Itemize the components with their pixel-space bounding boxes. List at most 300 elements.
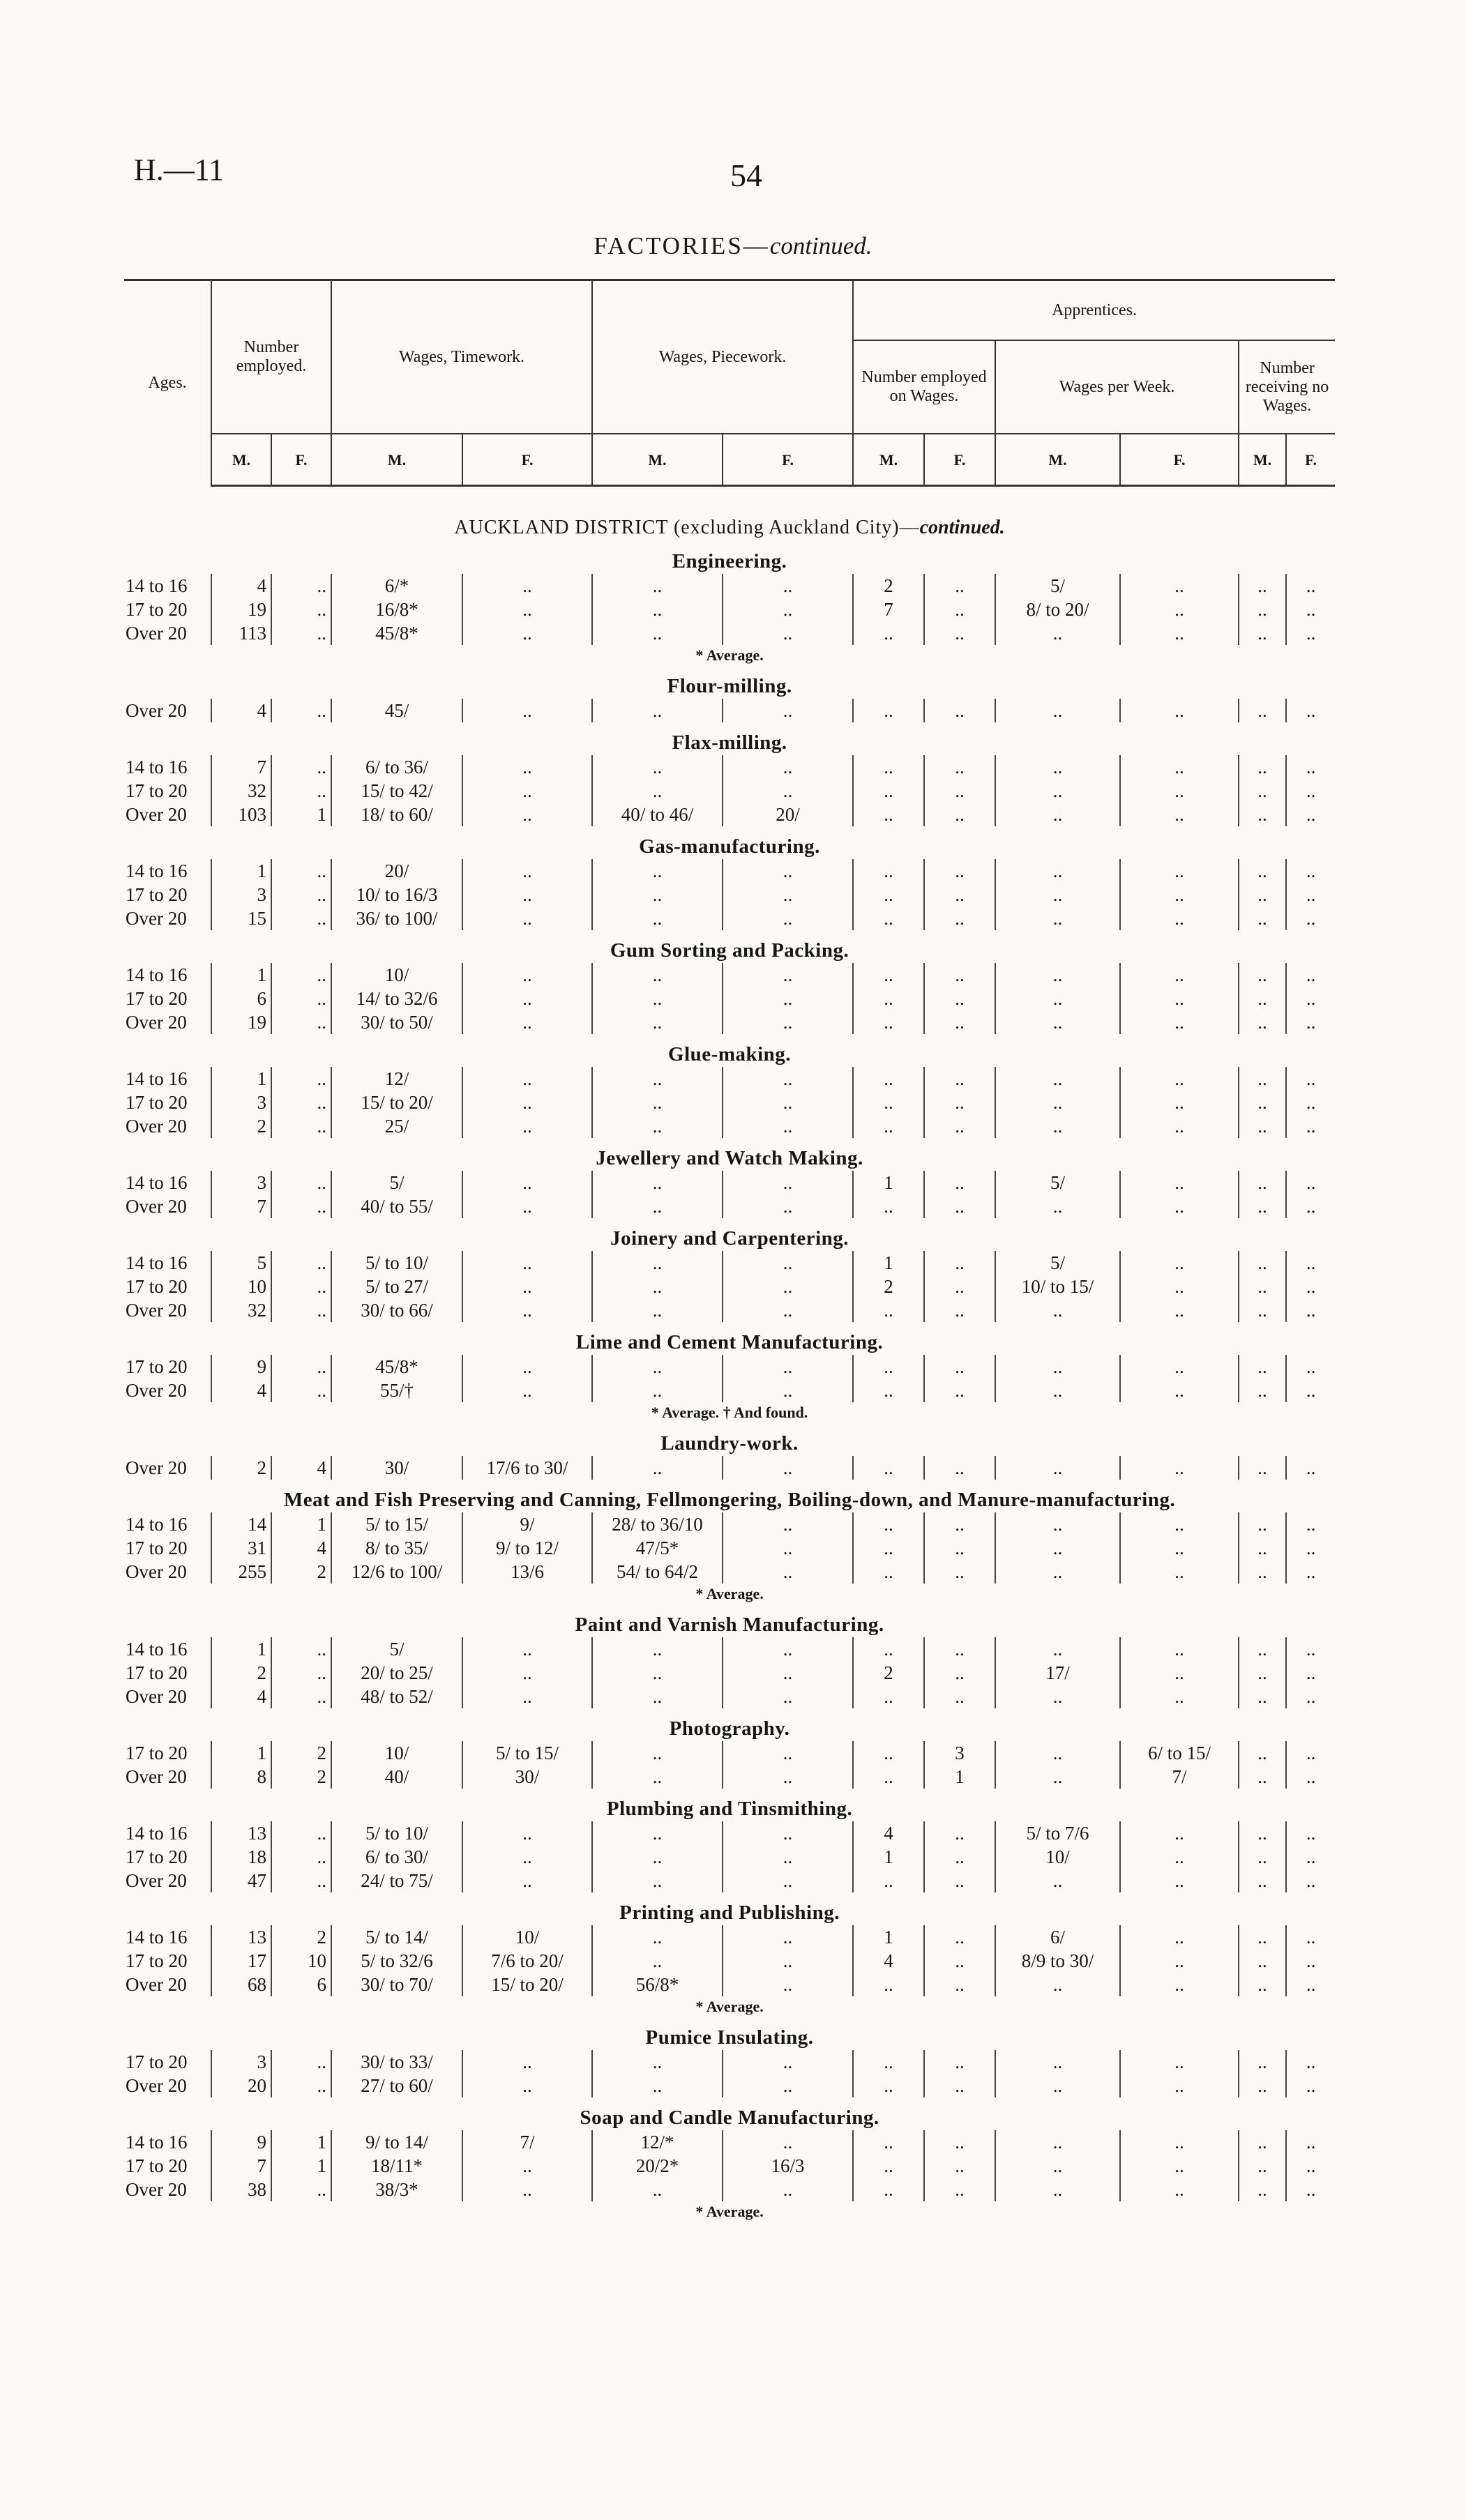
value-cell: .. — [924, 1685, 995, 1708]
table-row — [124, 2050, 1335, 2074]
value-cell: .. — [924, 1194, 995, 1218]
value-cell: .. — [995, 1560, 1120, 1584]
value-cell: .. — [592, 987, 723, 1010]
value-cell: .. — [924, 803, 995, 826]
age-cell: Over 20 — [126, 2075, 187, 2096]
value-cell: .. — [592, 574, 723, 598]
section-footnote: * Average. — [695, 2203, 764, 2220]
value-cell: .. — [1286, 1171, 1335, 1194]
table-row — [124, 621, 1335, 645]
value-cell: .. — [592, 1067, 723, 1091]
value-cell: 10/ — [331, 963, 462, 987]
table-row — [124, 1637, 1335, 1661]
value-cell: .. — [853, 2050, 924, 2074]
value-cell: .. — [592, 1821, 723, 1845]
table-row — [124, 1973, 1335, 1996]
age-cell: Over 20 — [126, 1870, 187, 1891]
value-cell: .. — [1286, 2050, 1335, 2074]
section-heading: Flour-milling. — [667, 675, 792, 697]
value-cell: 13 — [211, 1821, 271, 1845]
value-cell: 32 — [211, 1298, 271, 1322]
age-cell: Over 20 — [126, 908, 187, 929]
value-cell: 14/ to 32/6 — [331, 987, 462, 1010]
value-cell: .. — [853, 883, 924, 906]
age-cell: 14 to 16 — [126, 757, 188, 777]
value-cell: .. — [1239, 2130, 1286, 2154]
table-row — [124, 699, 1335, 722]
value-cell: 6/* — [331, 574, 462, 598]
value-cell: .. — [271, 2050, 331, 2074]
value-cell: .. — [1239, 2050, 1286, 2074]
value-cell: .. — [462, 1298, 592, 1322]
value-cell: .. — [592, 699, 723, 722]
value-cell: 5/ — [331, 1637, 462, 1661]
value-cell: .. — [853, 987, 924, 1010]
value-cell: .. — [1286, 1091, 1335, 1114]
value-cell: 19 — [211, 1010, 271, 1034]
value-cell: 24/ to 75/ — [331, 1869, 462, 1892]
value-cell: .. — [1286, 1456, 1335, 1480]
value-cell: .. — [592, 1765, 723, 1789]
value-cell: .. — [1120, 803, 1239, 826]
value-cell: .. — [1239, 699, 1286, 722]
value-cell: .. — [1120, 1355, 1239, 1379]
value-cell: .. — [592, 1010, 723, 1034]
section-heading: Glue-making. — [668, 1043, 792, 1065]
value-cell: .. — [1120, 1661, 1239, 1685]
value-cell: 14 — [211, 1512, 271, 1536]
value-cell: .. — [723, 2074, 853, 2097]
age-cell: 17 to 20 — [126, 1846, 188, 1867]
col-ages: Ages. — [124, 280, 211, 486]
value-cell: .. — [1286, 2130, 1335, 2154]
value-cell: .. — [1286, 621, 1335, 645]
table-row — [124, 883, 1335, 906]
value-cell: .. — [924, 1925, 995, 1949]
value-cell: .. — [271, 1355, 331, 1379]
value-cell: .. — [592, 1456, 723, 1480]
value-cell: .. — [924, 1949, 995, 1973]
value-cell: .. — [1120, 699, 1239, 722]
value-cell: .. — [723, 621, 853, 645]
table-row — [124, 574, 1335, 598]
value-cell: .. — [592, 1114, 723, 1138]
value-cell: 113 — [211, 621, 271, 645]
value-cell: .. — [462, 859, 592, 883]
value-cell: 7/ — [1120, 1765, 1239, 1789]
value-cell: .. — [853, 779, 924, 803]
value-cell: .. — [995, 2074, 1120, 2097]
value-cell: 2 — [271, 1925, 331, 1949]
value-cell: .. — [1120, 1536, 1239, 1560]
value-cell: 1 — [924, 1765, 995, 1789]
value-cell: .. — [995, 1536, 1120, 1560]
value-cell: .. — [462, 621, 592, 645]
col-f: F. — [1286, 434, 1335, 486]
value-cell: 40/ to 55/ — [331, 1194, 462, 1218]
value-cell: .. — [592, 1298, 723, 1322]
value-cell: .. — [462, 1685, 592, 1708]
value-cell: 10/ — [462, 1925, 592, 1949]
age-cell: 17 to 20 — [126, 1356, 188, 1377]
value-cell: 1 — [853, 1171, 924, 1194]
age-cell: 17 to 20 — [126, 780, 188, 801]
value-cell: .. — [462, 574, 592, 598]
value-cell: 18/11* — [331, 2154, 462, 2178]
value-cell: .. — [1239, 1925, 1286, 1949]
value-cell: 13 — [211, 1925, 271, 1949]
col-wages-piecework: Wages, Piecework. — [592, 280, 853, 434]
value-cell: .. — [271, 2074, 331, 2097]
value-cell: .. — [592, 859, 723, 883]
value-cell: .. — [1239, 1114, 1286, 1138]
value-cell: 20/ — [723, 803, 853, 826]
value-cell: 17/6 to 30/ — [462, 1456, 592, 1480]
section-heading-row — [124, 1218, 1335, 1251]
value-cell: .. — [995, 1685, 1120, 1708]
table-row — [124, 1067, 1335, 1091]
age-cell: 14 to 16 — [126, 1927, 188, 1948]
value-cell: .. — [1286, 1379, 1335, 1402]
col-f: F. — [723, 434, 853, 486]
value-cell: .. — [462, 803, 592, 826]
age-cell: 14 to 16 — [126, 1639, 188, 1660]
value-cell: 20 — [211, 2074, 271, 2097]
value-cell: .. — [592, 1685, 723, 1708]
value-cell: 9/ to 14/ — [331, 2130, 462, 2154]
value-cell: 255 — [211, 1560, 271, 1584]
value-cell: .. — [995, 2178, 1120, 2201]
value-cell: .. — [592, 1355, 723, 1379]
value-cell: .. — [462, 1661, 592, 1685]
value-cell: .. — [723, 1741, 853, 1765]
section-heading-row — [124, 826, 1335, 859]
value-cell: .. — [924, 2178, 995, 2201]
value-cell: .. — [723, 1845, 853, 1869]
table-row — [124, 1925, 1335, 1949]
table-row — [124, 1741, 1335, 1765]
value-cell: .. — [924, 1869, 995, 1892]
section-heading: Lime and Cement Manufacturing. — [575, 1331, 884, 1353]
value-cell: .. — [462, 1171, 592, 1194]
value-cell: 18/ to 60/ — [331, 803, 462, 826]
age-cell: 17 to 20 — [126, 1950, 188, 1971]
table-row — [124, 987, 1335, 1010]
section-heading: Jewellery and Watch Making. — [596, 1147, 863, 1169]
col-m: M. — [211, 434, 271, 486]
value-cell: .. — [924, 598, 995, 621]
value-cell: 38/3* — [331, 2178, 462, 2201]
value-cell: .. — [924, 859, 995, 883]
value-cell: 56/8* — [592, 1973, 723, 1996]
value-cell: .. — [723, 1637, 853, 1661]
value-cell: 4 — [853, 1821, 924, 1845]
section-heading: Soap and Candle Manufacturing. — [580, 2107, 879, 2129]
value-cell: .. — [592, 1637, 723, 1661]
value-cell: .. — [1286, 1114, 1335, 1138]
value-cell: .. — [1239, 963, 1286, 987]
value-cell: .. — [1120, 779, 1239, 803]
value-cell: .. — [1239, 1379, 1286, 1402]
value-cell: .. — [995, 906, 1120, 930]
value-cell: .. — [853, 1765, 924, 1789]
value-cell: .. — [924, 779, 995, 803]
value-cell: .. — [853, 1512, 924, 1536]
value-cell: .. — [1120, 883, 1239, 906]
value-cell: .. — [723, 1379, 853, 1402]
value-cell: .. — [853, 2154, 924, 2178]
value-cell: 55/† — [331, 1379, 462, 1402]
factories-wages-table — [124, 279, 1335, 2222]
value-cell: .. — [723, 859, 853, 883]
value-cell: 10/ — [995, 1845, 1120, 1869]
value-cell: .. — [1286, 963, 1335, 987]
age-cell: 17 to 20 — [126, 1092, 188, 1113]
value-cell: .. — [924, 574, 995, 598]
value-cell: .. — [1286, 2074, 1335, 2097]
value-cell: 2 — [211, 1456, 271, 1480]
value-cell: .. — [853, 1067, 924, 1091]
value-cell: .. — [723, 1512, 853, 1536]
value-cell: .. — [1239, 1661, 1286, 1685]
value-cell: .. — [924, 1456, 995, 1480]
value-cell: 17/ — [995, 1661, 1120, 1685]
value-cell: .. — [1120, 1973, 1239, 1996]
value-cell: 8/ to 35/ — [331, 1536, 462, 1560]
value-cell: .. — [723, 2130, 853, 2154]
table-row — [124, 1949, 1335, 1973]
value-cell: 5/ — [995, 1251, 1120, 1275]
value-cell: .. — [271, 1114, 331, 1138]
value-cell: .. — [995, 987, 1120, 1010]
value-cell: 5/ to 15/ — [331, 1512, 462, 1536]
age-cell: 14 to 16 — [126, 575, 188, 596]
value-cell: .. — [723, 1091, 853, 1114]
value-cell: .. — [1120, 1091, 1239, 1114]
section-heading: Engineering. — [672, 550, 787, 572]
district-heading-suffix: continued. — [919, 517, 1005, 538]
value-cell: 4 — [211, 699, 271, 722]
value-cell: 8 — [211, 1765, 271, 1789]
value-cell: .. — [1286, 1298, 1335, 1322]
value-cell: .. — [1286, 1194, 1335, 1218]
value-cell: .. — [1286, 2154, 1335, 2178]
value-cell: 5/ — [995, 1171, 1120, 1194]
page-number: 54 — [730, 158, 762, 193]
value-cell: 2 — [853, 1275, 924, 1298]
value-cell: .. — [462, 1821, 592, 1845]
value-cell: .. — [592, 2074, 723, 2097]
age-cell: Over 20 — [126, 1766, 187, 1787]
value-cell: .. — [1120, 1194, 1239, 1218]
col-wages-timework: Wages, Timework. — [331, 280, 592, 434]
value-cell: 5/ to 15/ — [462, 1741, 592, 1765]
value-cell: .. — [1286, 859, 1335, 883]
value-cell: .. — [271, 1821, 331, 1845]
value-cell: .. — [271, 755, 331, 779]
value-cell: 9 — [211, 1355, 271, 1379]
value-cell: .. — [1239, 859, 1286, 883]
value-cell: .. — [1120, 598, 1239, 621]
value-cell: .. — [271, 1275, 331, 1298]
age-cell: 17 to 20 — [126, 1538, 188, 1558]
value-cell: 45/ — [331, 699, 462, 722]
value-cell: .. — [924, 1512, 995, 1536]
table-row — [124, 1091, 1335, 1114]
value-cell: 48/ to 52/ — [331, 1685, 462, 1708]
value-cell: .. — [1120, 2050, 1239, 2074]
table-row — [124, 1661, 1335, 1685]
value-cell: .. — [1239, 987, 1286, 1010]
age-cell: Over 20 — [126, 1116, 187, 1137]
value-cell: .. — [271, 1194, 331, 1218]
value-cell: 45/8* — [331, 621, 462, 645]
value-cell: .. — [1120, 1251, 1239, 1275]
value-cell: .. — [924, 2130, 995, 2154]
value-cell: .. — [1239, 1171, 1286, 1194]
value-cell: .. — [1239, 883, 1286, 906]
value-cell: .. — [723, 1685, 853, 1708]
value-cell: .. — [723, 1355, 853, 1379]
table-header — [124, 280, 1335, 486]
value-cell: .. — [723, 2178, 853, 2201]
value-cell: .. — [1120, 1949, 1239, 1973]
value-cell: .. — [592, 1251, 723, 1275]
table-row — [124, 803, 1335, 826]
value-cell: .. — [271, 1637, 331, 1661]
value-cell: .. — [1120, 963, 1239, 987]
section-footnote: * Average. † And found. — [651, 1404, 808, 1421]
value-cell: .. — [1239, 574, 1286, 598]
value-cell: .. — [271, 963, 331, 987]
value-cell: .. — [271, 1845, 331, 1869]
table-row — [124, 1379, 1335, 1402]
age-cell: 14 to 16 — [126, 1172, 188, 1193]
section-heading: Gum Sorting and Packing. — [610, 939, 849, 962]
value-cell: .. — [1286, 779, 1335, 803]
value-cell: 54/ to 64/2 — [592, 1560, 723, 1584]
value-cell: .. — [1286, 2178, 1335, 2201]
value-cell: .. — [1286, 1973, 1335, 1996]
value-cell: 4 — [211, 1379, 271, 1402]
value-cell: 15 — [211, 906, 271, 930]
value-cell: .. — [1286, 906, 1335, 930]
value-cell: .. — [924, 1114, 995, 1138]
value-cell: 1 — [853, 1845, 924, 1869]
value-cell: 17 — [211, 1949, 271, 1973]
value-cell: 30/ — [462, 1765, 592, 1789]
value-cell: .. — [1239, 1298, 1286, 1322]
section-heading: Paint and Varnish Manufacturing. — [575, 1614, 884, 1636]
value-cell: .. — [462, 1355, 592, 1379]
value-cell: .. — [1239, 598, 1286, 621]
value-cell: .. — [1286, 574, 1335, 598]
value-cell: .. — [1120, 859, 1239, 883]
value-cell: .. — [924, 1379, 995, 1402]
value-cell: 40/ — [331, 1765, 462, 1789]
value-cell: .. — [924, 1251, 995, 1275]
value-cell: .. — [995, 1091, 1120, 1114]
value-cell: .. — [853, 1355, 924, 1379]
age-cell: 17 to 20 — [126, 599, 188, 620]
value-cell: 3 — [211, 1171, 271, 1194]
value-cell: .. — [1286, 755, 1335, 779]
value-cell: 15/ to 20/ — [462, 1973, 592, 1996]
value-cell: .. — [853, 1741, 924, 1765]
value-cell: .. — [271, 621, 331, 645]
value-cell: 2 — [853, 574, 924, 598]
value-cell: 2 — [271, 1741, 331, 1765]
value-cell: .. — [723, 2050, 853, 2074]
value-cell: .. — [1120, 755, 1239, 779]
table-row — [124, 1536, 1335, 1560]
value-cell: .. — [1239, 1869, 1286, 1892]
value-cell: .. — [462, 1194, 592, 1218]
value-cell: 1 — [271, 1512, 331, 1536]
value-cell: .. — [723, 1067, 853, 1091]
value-cell: .. — [271, 1685, 331, 1708]
value-cell: .. — [1286, 1765, 1335, 1789]
value-cell: .. — [1120, 1456, 1239, 1480]
age-cell: Over 20 — [126, 1686, 187, 1707]
section-heading-row — [124, 2097, 1335, 2130]
value-cell: 3 — [211, 883, 271, 906]
value-cell: .. — [1120, 1114, 1239, 1138]
value-cell: 5/ to 27/ — [331, 1275, 462, 1298]
value-cell: 20/ to 25/ — [331, 1661, 462, 1685]
value-cell: .. — [462, 2178, 592, 2201]
value-cell: .. — [1286, 1661, 1335, 1685]
value-cell: .. — [853, 859, 924, 883]
value-cell: .. — [853, 1194, 924, 1218]
value-cell: 16/3 — [723, 2154, 853, 2178]
value-cell: 8/9 to 30/ — [995, 1949, 1120, 1973]
value-cell: 5/ — [331, 1171, 462, 1194]
table-row — [124, 1355, 1335, 1379]
page-title-main: FACTORIES— — [594, 232, 770, 259]
value-cell: .. — [924, 1845, 995, 1869]
section-heading-row — [124, 666, 1335, 699]
value-cell: .. — [723, 1010, 853, 1034]
value-cell: 20/2* — [592, 2154, 723, 2178]
value-cell: 25/ — [331, 1114, 462, 1138]
value-cell: 9 — [211, 2130, 271, 2154]
value-cell: .. — [723, 1456, 853, 1480]
value-cell: 10 — [271, 1949, 331, 1973]
value-cell: .. — [1286, 1512, 1335, 1536]
value-cell: .. — [271, 1661, 331, 1685]
value-cell: .. — [723, 963, 853, 987]
value-cell: .. — [1239, 755, 1286, 779]
value-cell: .. — [924, 621, 995, 645]
value-cell: .. — [1120, 1010, 1239, 1034]
value-cell: 4 — [211, 574, 271, 598]
value-cell: .. — [924, 963, 995, 987]
value-cell: 1 — [853, 1925, 924, 1949]
value-cell: 13/6 — [462, 1560, 592, 1584]
value-cell: .. — [1120, 987, 1239, 1010]
value-cell: 30/ to 50/ — [331, 1010, 462, 1034]
value-cell: .. — [723, 755, 853, 779]
table-row — [124, 598, 1335, 621]
value-cell: .. — [924, 1171, 995, 1194]
value-cell: .. — [853, 2178, 924, 2201]
value-cell: .. — [1286, 1685, 1335, 1708]
value-cell: .. — [1286, 1637, 1335, 1661]
section-heading: Plumbing and Tinsmithing. — [606, 1798, 853, 1820]
value-cell: 5/ to 14/ — [331, 1925, 462, 1949]
value-cell: .. — [1239, 1821, 1286, 1845]
